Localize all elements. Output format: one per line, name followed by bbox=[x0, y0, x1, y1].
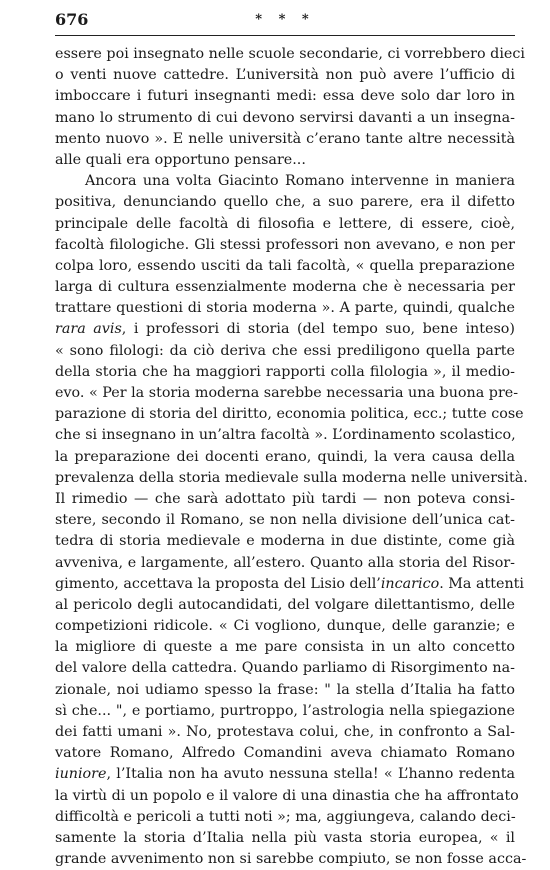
text-line: Ancora una volta Giacinto Romano intervenne in maniera bbox=[85, 173, 515, 190]
text-line: dei fatti umani ». No, protestava colui, che, in confronto a Sal- bbox=[55, 724, 515, 740]
text-line: larga di cultura essenzialmente moderna che è necessaria per bbox=[55, 279, 515, 296]
header-ornament: * * * bbox=[255, 11, 315, 27]
text-line: facoltà filologiche. Gli stessi professori non avevano, e non per bbox=[55, 236, 515, 253]
text-line: della storia che ha maggiori rapporti colla filologia », il medio- bbox=[55, 363, 515, 380]
text-line: colpa loro, essendo usciti da tali facoltà, « quella preparazione bbox=[55, 257, 515, 274]
text-line: evo. « Per la storia moderna sarebbe necessaria una buona pre- bbox=[55, 385, 519, 401]
text-line: competizioni ridicole. « Ci vogliono, dunque, delle garanzie; e bbox=[55, 618, 515, 635]
text-line: Il rimedio — che sarà adottato più tardi — non poteva consi- bbox=[55, 490, 515, 507]
text-line: vatore Romano, Alfredo Comandini aveva chiamato Romano bbox=[55, 745, 515, 762]
text-line: al pericolo degli autocandidati, del volgare dilettantismo, delle bbox=[55, 596, 515, 613]
text-line: mento nuovo ». E nelle università c’erano tante altre necessità bbox=[55, 130, 515, 147]
text-line: parazione di storia del diritto, economia politica, ecc.; tutte cose bbox=[55, 406, 524, 423]
running-header bbox=[55, 8, 515, 30]
text-line: samente la storia d’Italia nella più vasta storia europea, « il bbox=[55, 829, 515, 846]
text-line: principale delle facoltà di filosofia e lettere, di essere, cioè, bbox=[55, 215, 515, 232]
text-line: alle quali era opportuno pensare... bbox=[55, 151, 306, 168]
text-line: mano lo strumento di cui devono servirsi davanti a un insegna- bbox=[55, 109, 515, 126]
text-line: stere, secondo il Romano, se non nella divisione dell’unica cat- bbox=[55, 512, 515, 529]
text-line: trattare questioni di storia moderna ». A parte, quindi, qualche bbox=[55, 300, 515, 317]
text-line: sì che... ", e portiamo, purtroppo, l’astrologia nella spiegazione bbox=[55, 702, 515, 719]
header-rule bbox=[55, 35, 515, 36]
text-line: avveniva, e largamente, all’estero. Quanto alla storia del Risor- bbox=[55, 554, 515, 571]
text-line: che si insegnano in un’altra facoltà ». L’ordinamento scolastico, bbox=[55, 427, 516, 444]
text-line: rara avis, i professori di storia (del tempo suo, bene inteso) bbox=[55, 321, 515, 338]
text-line: del valore della cattedra. Quando parliamo di Risorgimento na- bbox=[55, 660, 515, 677]
text-line: difficoltà e pericoli a tutti noti »; ma, aggiungeva, calando deci- bbox=[55, 808, 516, 825]
text-line: imboccare i futuri insegnanti medi: essa deve solo dar loro in bbox=[55, 88, 515, 105]
text-line: zionale, noi udiamo spesso la frase: " la stella d’Italia ha fatto bbox=[55, 681, 515, 698]
text-line: « sono filologi: da ciò deriva che essi prediligono quella parte bbox=[55, 342, 515, 359]
text-line: essere poi insegnato nelle scuole secondarie, ci vorrebbero dieci bbox=[55, 46, 525, 62]
text-line: la preparazione dei docenti erano, quindi, la vera causa della bbox=[55, 448, 515, 465]
text-line: la virtù di un popolo e il valore di una dinastia che ha affrontato bbox=[55, 787, 519, 804]
text-line: o venti nuove cattedre. L’università non può avere l’ufficio di bbox=[55, 67, 515, 84]
text-line: grande avvenimento non si sarebbe compiuto, se non fosse acca- bbox=[55, 851, 527, 868]
text-line: la migliore di queste a me pare consista in un alto concetto bbox=[55, 639, 515, 656]
text-line: iuniore, l’Italia non ha avuto nessuna stella! « L’hanno redenta bbox=[55, 766, 515, 783]
page-number: 676 bbox=[55, 9, 89, 29]
text-line: positiva, denunciando quello che, a suo parere, era il difetto bbox=[55, 194, 515, 211]
text-line: prevalenza della storia medievale sulla moderna nelle università. bbox=[55, 469, 528, 486]
text-line: tedra di storia medievale e moderna in due distinte, come già bbox=[55, 533, 515, 550]
body-text bbox=[55, 44, 528, 870]
text-line: gimento, accettava la proposta del Lisio dell’incarico. Ma attenti bbox=[55, 575, 525, 592]
